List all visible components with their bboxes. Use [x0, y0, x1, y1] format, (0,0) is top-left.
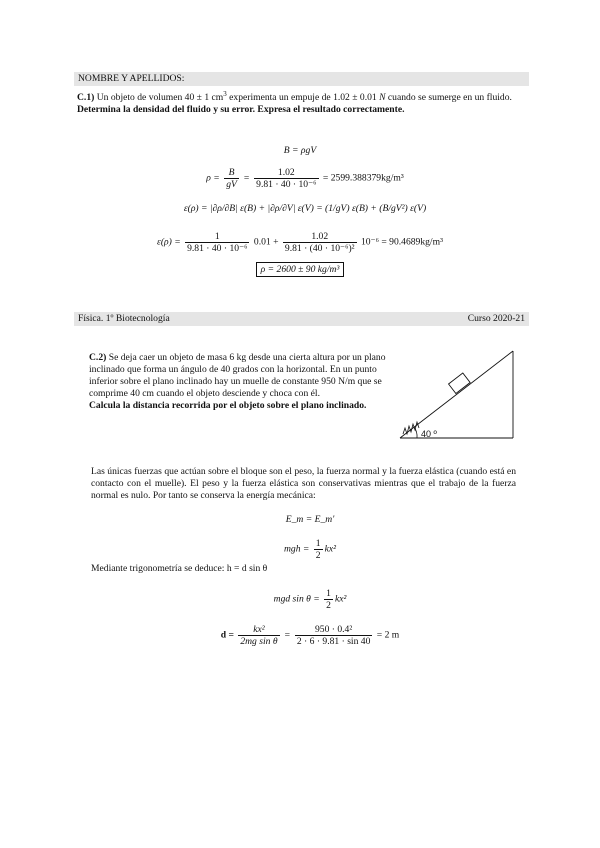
q2-bold-task: Calcula la distancia recorrida por el objeto sobre el plano inclinado. — [89, 399, 367, 411]
q1-eq-error-value: ε(ρ) = $\frac{1}{\text{9.81 · 40 · 10⁻⁶}}$ 0.01 + $\frac{1.02}{\text{9.81 · (40 · 10⁻⁶)²}}$ 10⁻⁶ = 90.4689kg/m³ — [157, 231, 443, 255]
block-shape — [449, 373, 471, 393]
q2-energy-conservation: E_m = E_m' — [285, 514, 335, 525]
q1-statement: C.1) Un objeto de volumen 40 ± 1 $cm^3$ experimenta un empuje de 1.02 ± 0.01 N cuando se sumerge en un fluido. Determina la densidad del fluido y su error. Expresa el resultado correctamente. — [77, 90, 512, 116]
course-year: Curso 2020-21 — [467, 313, 525, 324]
q2-statement: C.2) Se deja caer un objeto de masa 6 kg desde una cierta altura por un plano inclinado que forma un ángulo de 40 grados con la horizontal. En un punto inferior sobre el plano inclinado hay un muelle de constante 950 N/m que se comprime 40 cm cuando el objeto desciende y choca con él. Calcula la distancia recorrida por el objeto sobre el plano inclinado. — [89, 352, 386, 411]
q1-eq-error-formula: ε(ρ) = |∂ρ/∂B| ε(B) + |∂ρ/∂V| ε(V) = (1/gV) ε(B) + (B/gV²) ε(V) — [183, 203, 427, 214]
q1-eq-density: ρ = $\frac{B}{gV}$ = $\frac{1.02}{\text{9.81 · 40 · 10⁻⁶}}$ = 2599.388379kg/m³ — [206, 167, 404, 191]
footer-bar — [74, 312, 529, 326]
q2-explanation: Las únicas fuerzas que actúan sobre el bloque son el peso, la fuerza normal y la fuerza elástica (cuando está en contacto con el muelle). El peso y la fuerza elástica son conservativas mientras que el trabajo de la fuerza normal es nulo. Por tanto se conserva la energía mecánica: — [91, 466, 516, 501]
name-label: NOMBRE Y APELLIDOS: — [78, 73, 185, 84]
q2-trig-note: Mediante trigonometría se deduce: h = d sin θ — [91, 563, 268, 574]
q2-energy-equation: mgh = $\frac{1}{2}$ kx² — [283, 538, 336, 562]
incline-line — [400, 351, 513, 438]
name-header-bar — [74, 72, 529, 86]
q1-bold-task: Determina la densidad del fluido y su error. Expresa el resultado correctamente. — [77, 104, 405, 116]
inclined-plane-diagram — [395, 348, 521, 444]
angle-label: 40 º — [421, 429, 437, 439]
course-subject: Física. 1º Biotecnología — [78, 313, 170, 324]
q1-result-box: ρ = 2600 ± 90 kg/m³ — [200, 264, 400, 276]
q2-distance-result: d = $\frac{\text{kx²}}{\text{2mg sin θ}}$ = $\frac{\text{950 · 0.4²}}{2 \cdot 6 \cdot 9.81 \cdot \sin 40}$ = 2 m — [220, 624, 400, 648]
q1-eq-buoyancy: B = ρgV — [283, 145, 317, 156]
q2-substituted-equation: mgd sin θ = $\frac{1}{2}$ kx² — [273, 588, 347, 612]
